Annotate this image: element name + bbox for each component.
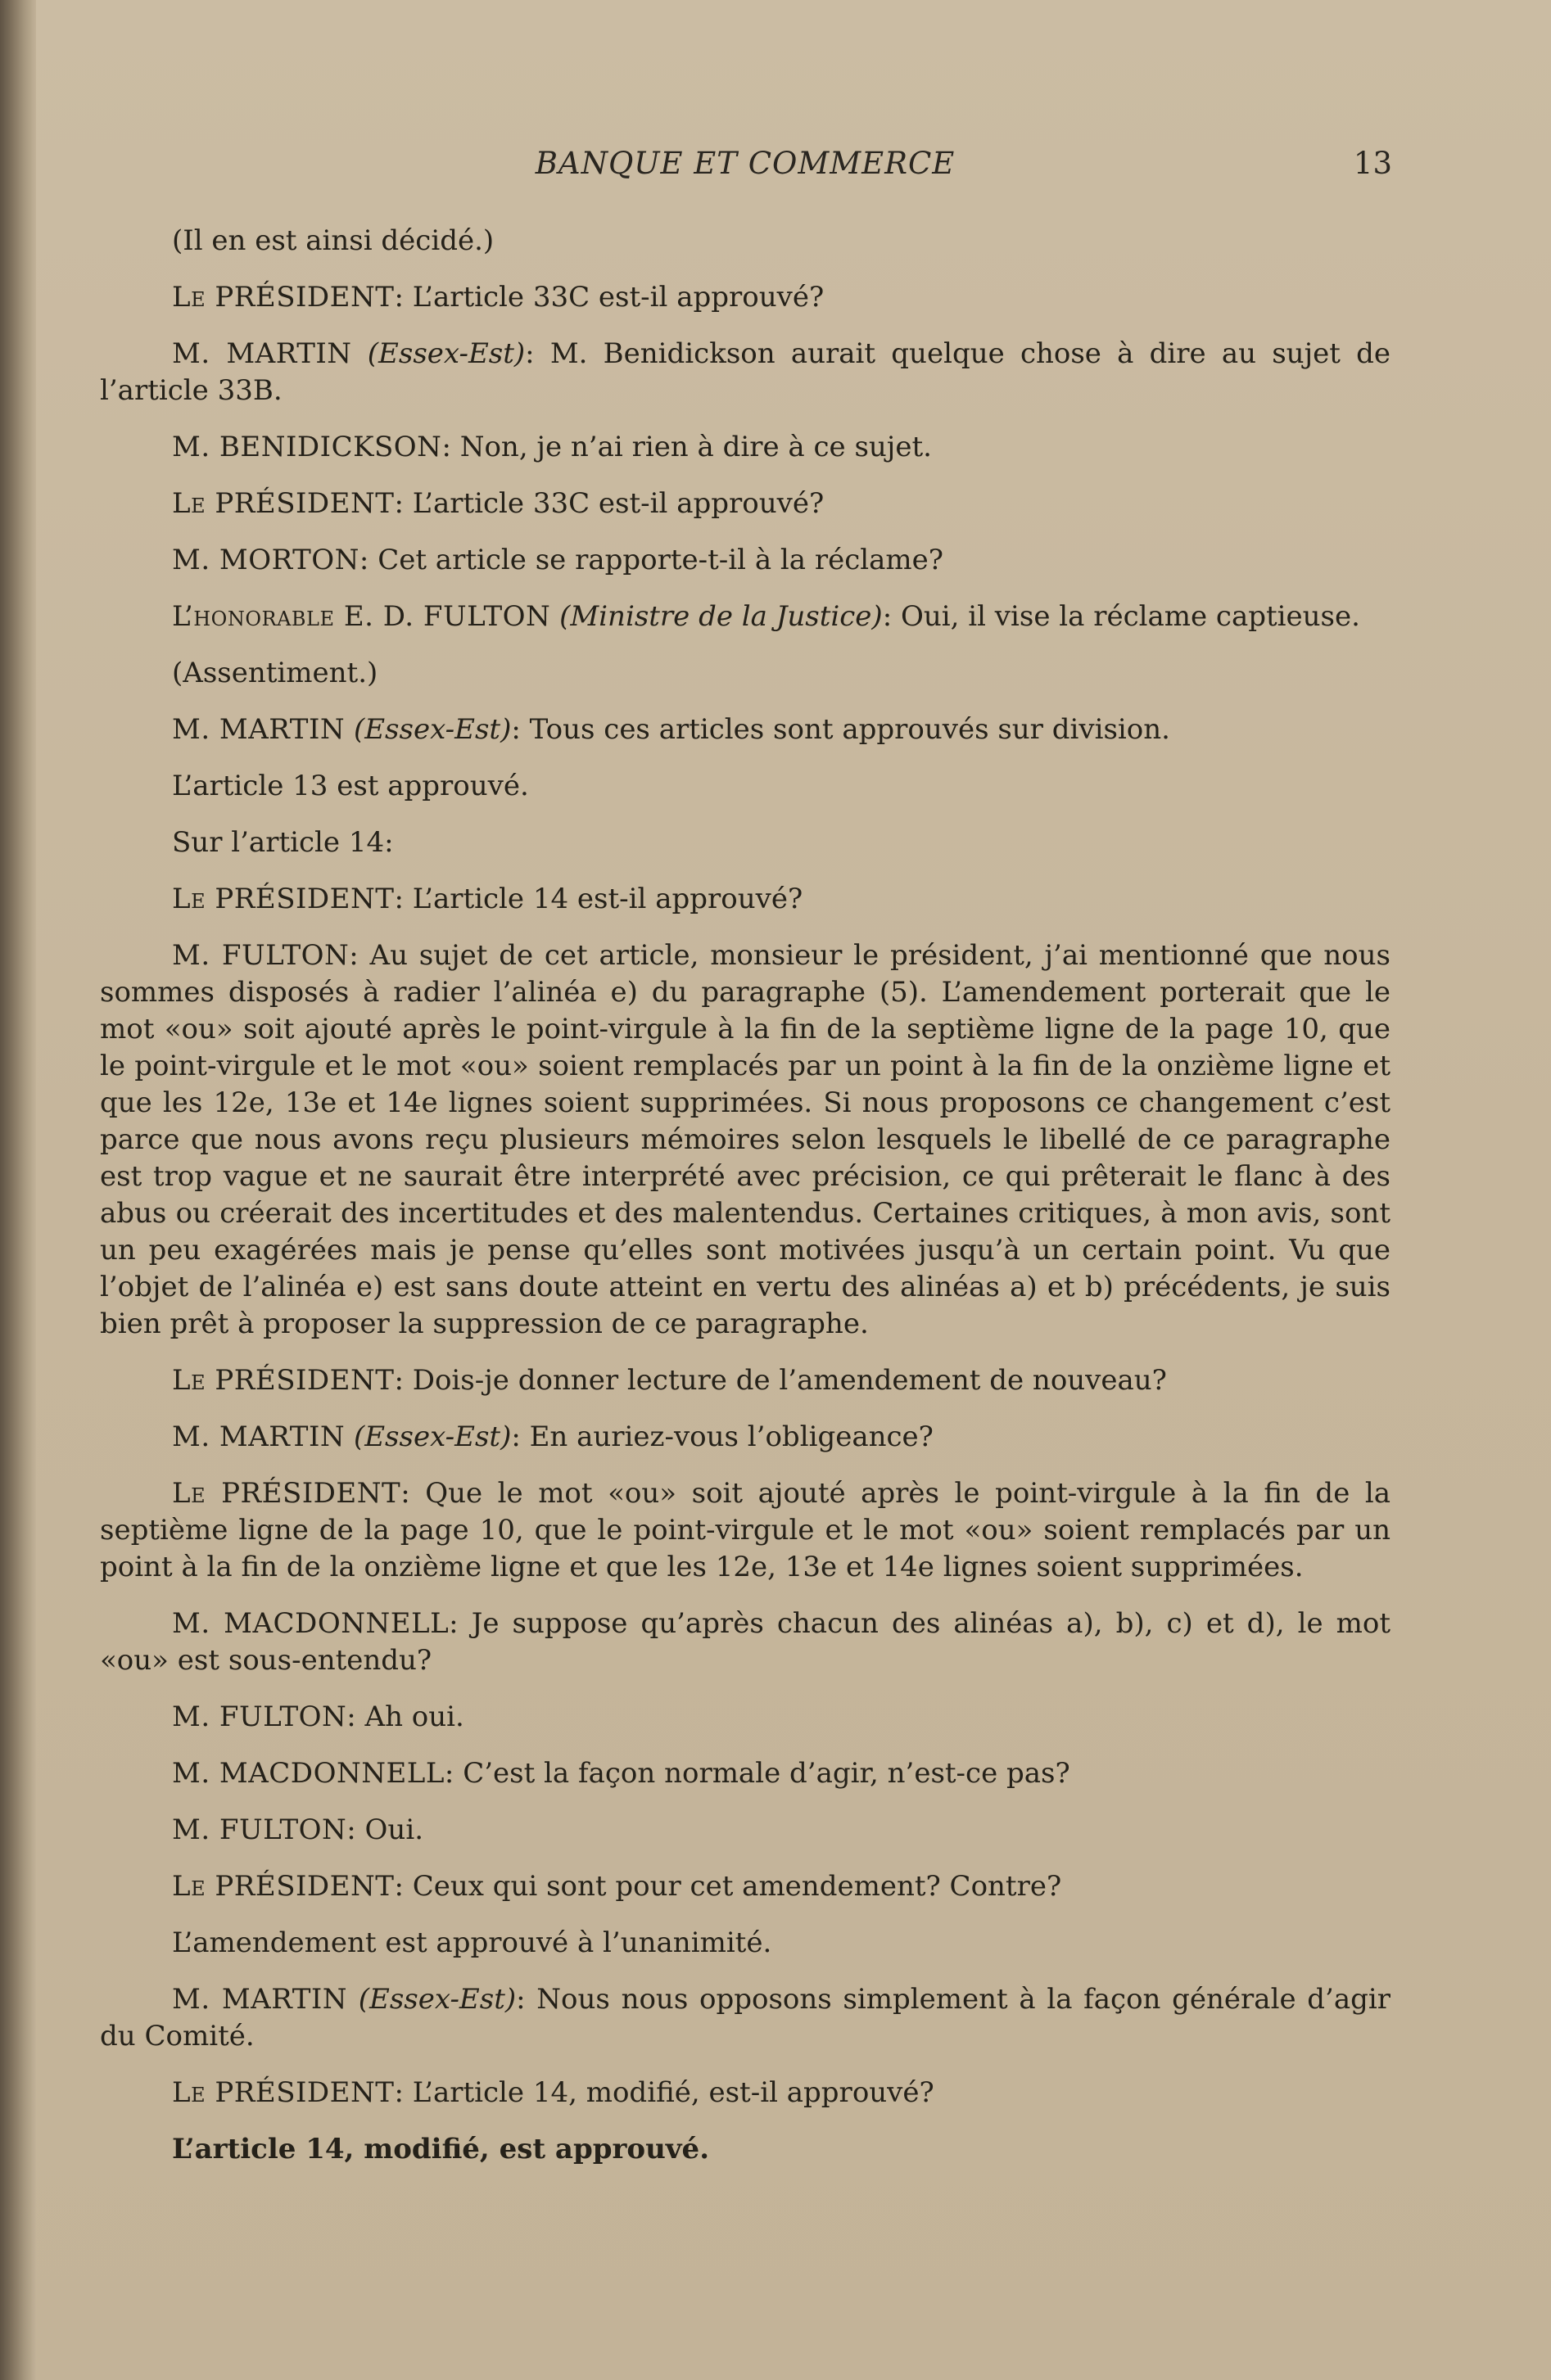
speaker-name: M. MORTON <box>172 544 359 576</box>
speaker-riding: (Essex-Est) <box>358 1983 517 2016</box>
transcript-paragraph: M. MACDONNELL: C’est la façon normale d’agir, n’est-ce pas? <box>172 1757 1070 1790</box>
speaker-name: Le PRÉSIDENT <box>172 1364 395 1397</box>
speaker-name: M. BENIDICKSON <box>172 431 442 463</box>
paragraph-text: Dois-je donner lecture de l’amendement de nouveau? <box>412 1364 1167 1397</box>
transcript-paragraph: Le PRÉSIDENT: L’article 33C est-il approuvé? <box>172 487 825 520</box>
transcript-paragraph: Le PRÉSIDENT: L’article 14, modifié, est-il approuvé? <box>172 2076 934 2109</box>
transcript-paragraph <box>100 655 1390 692</box>
paragraph-text: Ceux qui sont pour cet amendement? Contre? <box>412 1870 1062 1903</box>
running-title: BANQUE ET COMMERCE <box>535 146 956 181</box>
speaker-name: M. MACDONNELL <box>172 1757 445 1790</box>
transcript-paragraph: M. BENIDICKSON: Non, je n’ai rien à dire à ce sujet. <box>172 431 932 463</box>
speaker-name: Le PRÉSIDENT <box>172 281 395 314</box>
paragraph-text: (Assentiment.) <box>172 657 378 689</box>
transcript-paragraph <box>100 223 1390 260</box>
paragraph-text: Tous ces articles sont approuvés sur division. <box>529 713 1170 746</box>
paragraph-text: Oui. <box>364 1813 423 1846</box>
paragraph-text: Cet article se rapporte-t-il à la réclame? <box>378 544 944 576</box>
speaker-name: M. MARTIN <box>172 1420 346 1453</box>
transcript-paragraph: M. MORTON: Cet article se rapporte-t-il à la réclame? <box>172 544 944 576</box>
speaker-name: M. MARTIN <box>172 713 346 746</box>
paragraph-text: (Il en est ainsi décidé.) <box>172 224 495 257</box>
transcript-paragraph: Le PRÉSIDENT: Ceux qui sont pour cet amendement? Contre? <box>172 1870 1062 1903</box>
speaker-name: M. FULTON <box>172 939 350 972</box>
paragraph-text: Non, je n’ai rien à dire à ce sujet. <box>459 431 932 463</box>
transcript-paragraph: M. FULTON: Au sujet de cet article, monsieur le président, j’ai mentionné que nous sommes disposés à radier l’alinéa e) du paragraphe (5). L’amendement porterait que le mot «ou» soit ajouté après le point-virgule à la fin de la septième ligne de la page 10, que le point-virgule et le mot «ou» soient remplacés par un point à la fin de la onzième ligne et que les 12e, 13e et 14e lignes soient supprimées. Si nous proposons ce changement c’est parce que nous avons reçu plusieurs mémoires selon lesquels le libellé de ce paragraphe est trop vague et ne saurait être interprété avec précision, ce qui prêterait le flanc à des abus ou créerait des incertitudes et des malentendus. Certaines critiques, à mon avis, sont un peu exagérées mais je pense qu’elles sont motivées jusqu’à un certain point. Vu que l’objet de l’alinéa e) est sans doute atteint en vertu des alinéas a) et b) précédents, je suis bien prêt à proposer la suppression de ce paragraphe. <box>100 939 1390 1340</box>
paragraph-text: Au sujet de cet article, monsieur le président, j’ai mentionné que nous sommes disposés à radier l’alinéa e) du paragraphe (5). L’amendement porterait que le mot «ou» soit ajouté après le point-virgule à la fin de la septième ligne de la page 10, que le point-virgule et le mot «ou» soient remplacés par un point à la fin de la onzième ligne et que les 12e, 13e et 14e lignes soient supprimées. Si nous proposons ce changement c’est parce que nous avons reçu plusieurs mémoires selon lesquels le libellé de ce paragraphe est trop vague et ne saurait être interprété avec précision, ce qui prêterait le flanc à des abus ou créerait des incertitudes et des malentendus. Certaines critiques, à mon avis, sont un peu exagérées mais je pense qu’elles sont motivées jusqu’à un certain point. Vu que l’objet de l’alinéa e) est sans doute atteint en vertu des alinéas a) et b) précédents, je suis bien prêt à proposer la suppression de ce paragraphe. <box>100 939 1390 1340</box>
book-spine-shadow <box>0 0 36 2380</box>
speaker-name: L’honorable E. D. FULTON <box>172 600 551 633</box>
speaker-name: Le PRÉSIDENT <box>172 883 395 915</box>
paragraph-text: En auriez-vous l’obligeance? <box>529 1420 934 1453</box>
transcript-paragraph: M. MARTIN (Essex-Est): En auriez-vous l’obligeance? <box>172 1420 934 1453</box>
speaker-name: Le PRÉSIDENT <box>172 1870 395 1903</box>
speaker-name: M. MARTIN <box>172 337 352 370</box>
paragraph-text: L’article 14 est-il approuvé? <box>412 883 803 915</box>
transcript-paragraph: M. MARTIN (Essex-Est): M. Benidickson aurait quelque chose à dire au sujet de l’article 33B. <box>100 337 1390 407</box>
transcript-paragraph: Le PRÉSIDENT: L’article 33C est-il approuvé? <box>172 281 825 314</box>
paragraph-text: L’article 33C est-il approuvé? <box>412 487 825 520</box>
transcript-paragraph: M. FULTON: Oui. <box>172 1813 423 1846</box>
speaker-name: Le PRÉSIDENT <box>172 1477 401 1510</box>
paragraph-text: M. Benidickson aurait quelque chose à dire au sujet de l’article 33B. <box>100 337 1390 407</box>
transcript-paragraph: Le PRÉSIDENT: Que le mot «ou» soit ajouté après le point-virgule à la fin de la septième ligne de la page 10, que le point-virgule et le mot «ou» soient remplacés par un point à la fin de la onzième ligne et que les 12e, 13e et 14e lignes soient supprimées. <box>100 1477 1391 1583</box>
paragraph-text: L’article 14, modifié, est approuvé. <box>172 2133 710 2165</box>
transcript-paragraph: M. MARTIN (Essex-Est): Tous ces articles sont approuvés sur division. <box>172 713 1170 746</box>
paragraph-text: Nous nous opposons simplement à la façon générale d’agir du Comité. <box>100 1983 1390 2053</box>
speaker-riding: (Essex-Est) <box>367 337 526 370</box>
paragraph-text: Que le mot «ou» soit ajouté après le point-virgule à la fin de la septième ligne de la page 10, que le point-virgule et le mot «ou» soient remplacés par un point à la fin de la onzième ligne et que les 12e, 13e et 14e lignes soient supprimées. <box>100 1477 1391 1583</box>
paragraph-text: C’est la façon normale d’agir, n’est-ce pas? <box>463 1757 1070 1790</box>
speaker-name: Le PRÉSIDENT <box>172 2076 395 2109</box>
paragraph-text: L’article 33C est-il approuvé? <box>412 281 825 314</box>
transcript-paragraph <box>100 2131 1390 2168</box>
speaker-riding: (Essex-Est) <box>353 713 512 746</box>
transcript-paragraph <box>100 1925 1390 1962</box>
speaker-name: M. FULTON <box>172 1700 347 1733</box>
paragraph-text: L’article 13 est approuvé. <box>172 770 529 802</box>
speaker-name: Le PRÉSIDENT <box>172 487 395 520</box>
paragraph-text: Je suppose qu’après chacun des alinéas a), b), c) et d), le mot «ou» est sous-entendu? <box>100 1607 1390 1677</box>
transcript-paragraph: L’honorable E. D. FULTON (Ministre de la Justice): Oui, il vise la réclame captieuse. <box>172 600 1360 633</box>
speaker-name: M. FULTON <box>172 1813 347 1846</box>
transcript-paragraph: M. MARTIN (Essex-Est): Nous nous opposons simplement à la façon générale d’agir du Comité. <box>100 1983 1390 2053</box>
transcript-paragraph <box>100 768 1390 805</box>
paragraph-text: Sur l’article 14: <box>172 826 394 859</box>
page-number: 13 <box>1353 146 1392 181</box>
transcript-body <box>100 223 1390 2188</box>
paragraph-text: L’amendement est approuvé à l’unanimité. <box>172 1926 772 1959</box>
speaker-name: M. MACDONNELL <box>172 1607 450 1640</box>
transcript-paragraph: M. FULTON: Ah oui. <box>172 1700 464 1733</box>
paragraph-text: Ah oui. <box>364 1700 464 1733</box>
speaker-riding: (Essex-Est) <box>353 1420 512 1453</box>
speaker-name: M. MARTIN <box>172 1983 348 2016</box>
transcript-paragraph: M. MACDONNELL: Je suppose qu’après chacun des alinéas a), b), c) et d), le mot «ou» est sous-entendu? <box>100 1607 1390 1677</box>
paragraph-text: Oui, il vise la réclame captieuse. <box>900 600 1360 633</box>
transcript-paragraph <box>100 824 1390 861</box>
transcript-paragraph: Le PRÉSIDENT: Dois-je donner lecture de l’amendement de nouveau? <box>172 1364 1167 1397</box>
speaker-riding: (Ministre de la Justice) <box>559 600 883 633</box>
transcript-paragraph: Le PRÉSIDENT: L’article 14 est-il approuvé? <box>172 883 803 915</box>
paragraph-text: L’article 14, modifié, est-il approuvé? <box>412 2076 934 2109</box>
page-header <box>98 146 1392 195</box>
